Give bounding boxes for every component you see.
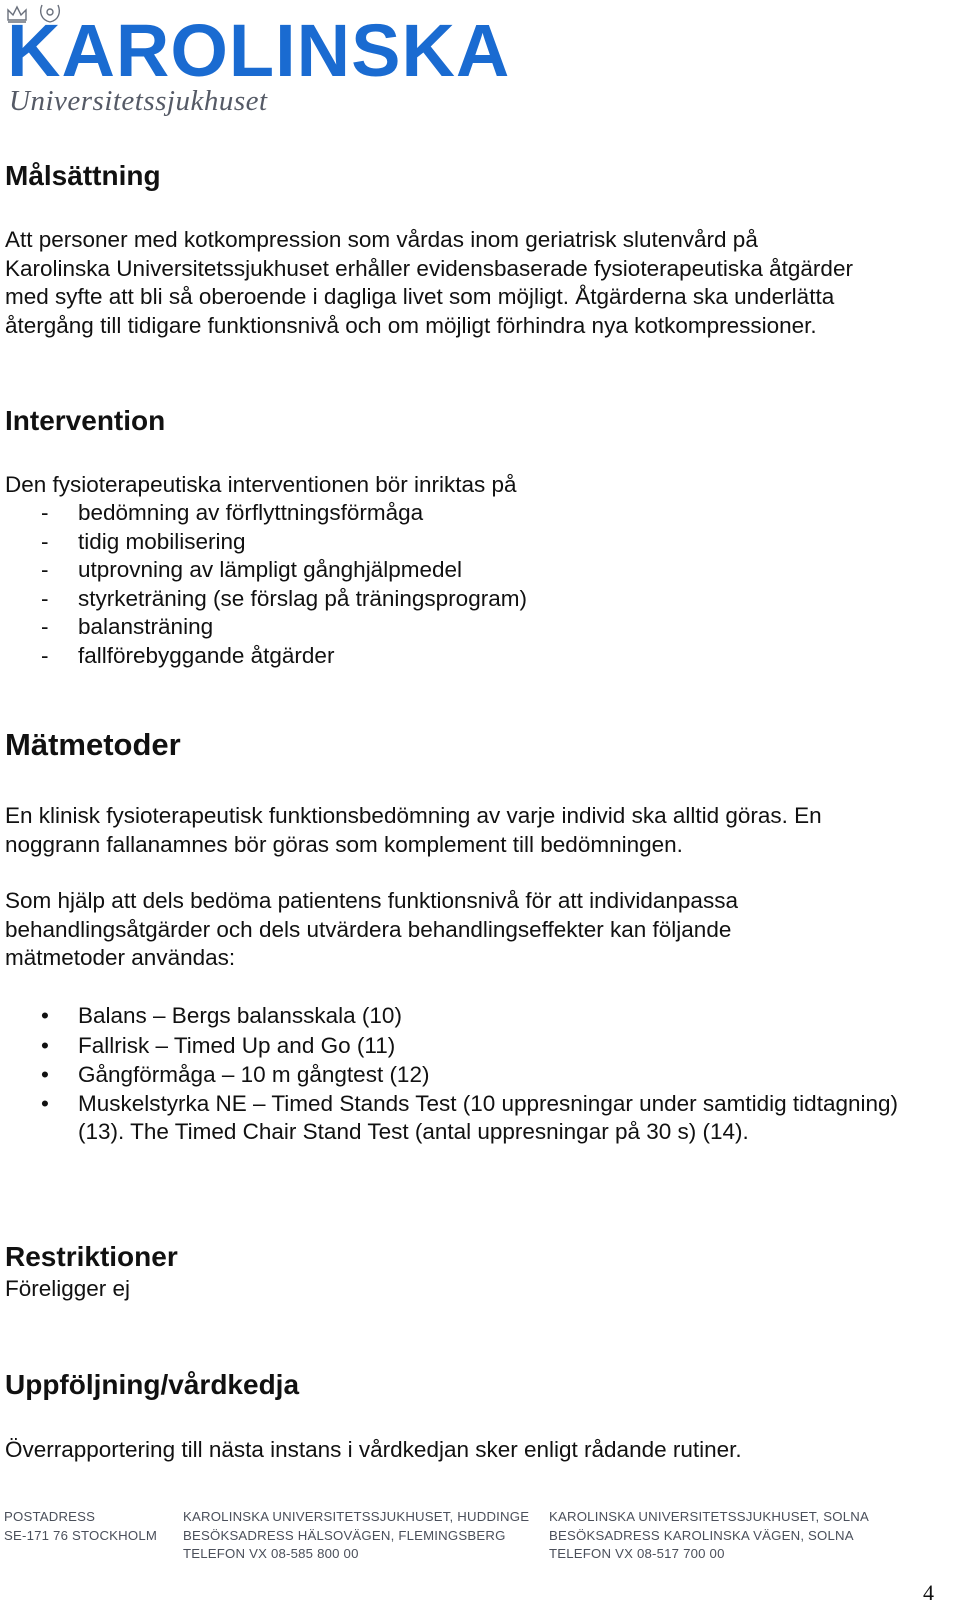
footer-line: POSTADRESS	[4, 1509, 96, 1524]
text-line: med syfte att bli så oberoende i dagliga livet som möjligt. Åtgärderna ska underlätta	[5, 284, 835, 309]
list-item: - balansträning	[41, 614, 214, 639]
logo	[5, 2, 511, 122]
matmetoder-paragraph-1	[5, 802, 945, 859]
footer-line: KAROLINSKA UNIVERSITETSSJUKHUSET, SOLNA	[549, 1509, 869, 1524]
list-item: • Muskelstyrka NE – Timed Stands Test (10 uppresningar under samtidig tidtagning) (13). The Timed Chair Stand Test (antal uppresningar på 30 s) (14).	[41, 1090, 898, 1144]
heading-restriktioner: Restriktioner	[5, 1241, 178, 1272]
restriktioner-text: Föreligger ej	[5, 1276, 131, 1301]
matmetoder-paragraph-2	[5, 887, 945, 973]
malsattning-paragraph	[5, 226, 945, 340]
footer-line: KAROLINSKA UNIVERSITETSSJUKHUSET, HUDDINGE	[183, 1509, 530, 1524]
matmetoder-list	[5, 1001, 938, 1147]
heading-uppfoljning: Uppföljning/vårdkedja	[5, 1369, 300, 1400]
footer	[0, 1508, 960, 1608]
list-item: - bedömning av förflyttningsförmåga	[41, 500, 424, 525]
list-item: - styrketräning (se förslag på träningsprogram)	[41, 585, 527, 611]
footer-line: TELEFON VX 08-517 700 00	[549, 1546, 725, 1561]
intervention-list	[5, 499, 527, 670]
text-line: återgång till tidigare funktionsnivå och om möjligt förhindra nya kotkompressioner.	[5, 312, 817, 338]
footer-solna	[549, 1508, 869, 1564]
heading-intervention: Intervention	[5, 405, 166, 436]
footer-line: SE-171 76 STOCKHOLM	[4, 1527, 158, 1543]
text-line: Karolinska Universitetssjukhuset erhåller evidensbaserade fysioterapeutiska åtgärder	[5, 255, 853, 281]
list-item: - tidig mobilisering	[41, 528, 246, 554]
text-line: En klinisk fysioterapeutisk funktionsbedömning av varje individ ska alltid göras. En	[5, 803, 822, 828]
heading-malsattning: Målsättning	[5, 160, 161, 191]
logo-brand: KAROLINSKA	[7, 9, 511, 92]
logo-subtitle: Universitetssjukhuset	[9, 85, 268, 117]
intervention-intro: Den fysioterapeutiska interventionen bör inriktas på	[5, 472, 517, 497]
list-item: • Balans – Bergs balansskala (10)	[41, 1003, 402, 1028]
text-line: Som hjälp att dels bedöma patientens funktionsnivå för att individanpassa	[5, 888, 738, 913]
text-line: behandlingsåtgärder och dels utvärdera behandlingseffekter kan följande	[5, 916, 732, 942]
footer-line: BESÖKSADRESS HÄLSOVÄGEN, FLEMINGSBERG	[183, 1527, 506, 1543]
footer-line: BESÖKSADRESS KAROLINSKA VÄGEN, SOLNA	[549, 1527, 854, 1543]
footer-line: TELEFON VX 08-585 800 00	[183, 1546, 359, 1561]
list-item: - fallförebyggande åtgärder	[41, 642, 335, 668]
footer-huddinge	[183, 1508, 529, 1564]
page-number: 4	[923, 1580, 934, 1605]
heading-matmetoder: Mätmetoder	[5, 727, 181, 762]
text-line: noggrann fallanamnes bör göras som komplement till bedömningen.	[5, 831, 683, 857]
list-item: • Gångförmåga – 10 m gångtest (12)	[41, 1062, 430, 1087]
text-line: mätmetoder användas:	[5, 945, 236, 970]
list-item: • Fallrisk – Timed Up and Go (11)	[41, 1032, 396, 1058]
text-line: Att personer med kotkompression som vårdas inom geriatrisk slutenvård på	[5, 227, 758, 252]
uppfoljning-text: Överrapportering till nästa instans i vårdkedjan sker enligt rådande rutiner.	[5, 1437, 742, 1462]
list-item: - utprovning av lämpligt gånghjälpmedel	[41, 557, 462, 582]
footer-postal-address	[4, 1508, 157, 1545]
